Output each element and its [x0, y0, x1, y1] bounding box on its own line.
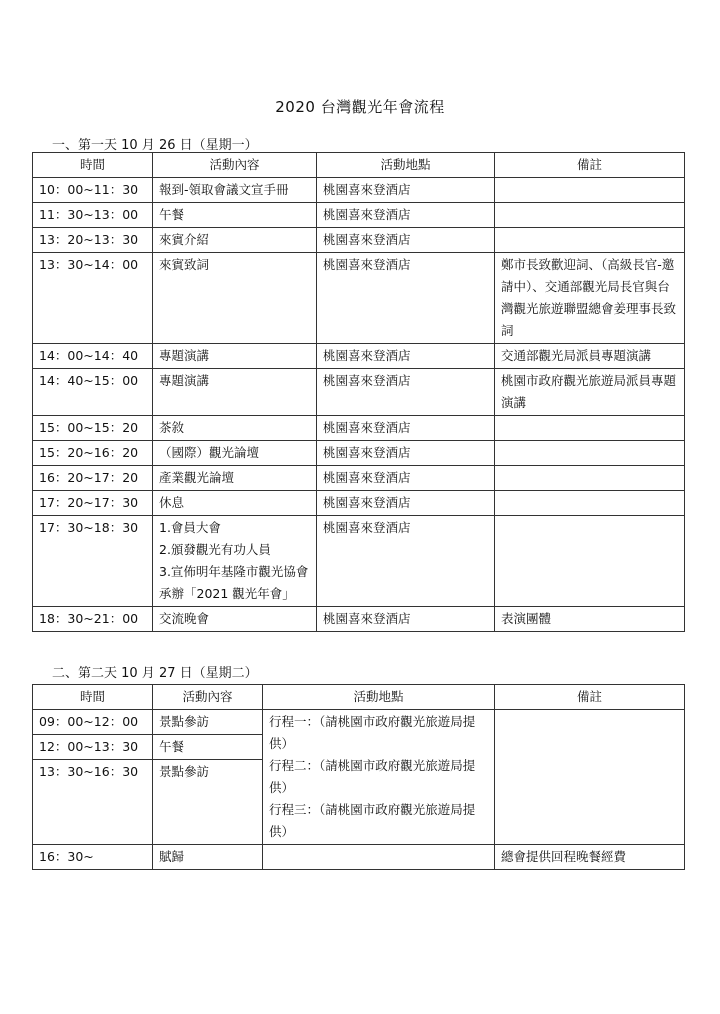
col-header-location: 活動地點 [263, 685, 495, 710]
activity-cell: 休息 [153, 491, 317, 516]
time-cell: 14：40~15：00 [33, 369, 153, 416]
table-row [33, 178, 685, 203]
location-cell: 桃園喜來登酒店 [317, 228, 495, 253]
table-header-row [33, 153, 685, 178]
activity-cell: 午餐 [153, 735, 263, 760]
document-title: 2020 台灣觀光年會流程 [275, 98, 445, 116]
note-cell: 總會提供回程晚餐經費 [495, 845, 685, 870]
table-row [33, 466, 685, 491]
table-row [33, 845, 685, 870]
table-row [33, 607, 685, 632]
note-cell: 桃園市政府觀光旅遊局派員專題演講 [495, 369, 685, 416]
location-cell: 桃園喜來登酒店 [317, 253, 495, 344]
location-cell: 桃園喜來登酒店 [317, 178, 495, 203]
itinerary-text: （請桃園市政府觀光旅遊局提供） [269, 802, 476, 839]
activity-list-item: 3.宣佈明年基隆市觀光協會承辦「2021 觀光年會」 [159, 564, 309, 601]
table-row [33, 441, 685, 466]
table-row [33, 416, 685, 441]
col-header-time: 時間 [33, 153, 153, 178]
time-cell: 15：20~16：20 [33, 441, 153, 466]
time-cell: 13：30~16：30 [33, 760, 153, 845]
activity-cell: 景點參訪 [153, 760, 263, 845]
activity-cell: 專題演講 [153, 369, 317, 416]
col-header-activity: 活動內容 [153, 685, 263, 710]
itinerary-item [269, 711, 488, 755]
activity-cell: 賦歸 [153, 845, 263, 870]
note-cell: 鄭市長致歡迎詞、（高級長官-邀請中）、交通部觀光局長官與台灣觀光旅遊聯盟總會姜理事長致詞 [495, 253, 685, 344]
activity-cell: 茶敘 [153, 416, 317, 441]
activity-cell: 午餐 [153, 203, 317, 228]
location-cell: 桃園喜來登酒店 [317, 441, 495, 466]
time-cell: 16：20~17：20 [33, 466, 153, 491]
time-cell: 17：30~18：30 [33, 516, 153, 607]
time-cell: 16：30~ [33, 845, 153, 870]
day1-schedule-table [32, 152, 685, 632]
day2-schedule-table [32, 684, 685, 870]
note-cell [495, 178, 685, 203]
table-row [33, 203, 685, 228]
location-cell: 桃園喜來登酒店 [317, 344, 495, 369]
table-row [33, 710, 685, 735]
table-row [33, 369, 685, 416]
day1-heading: 一、第一天 10 月 26 日（星期一） [52, 138, 258, 153]
location-cell: 桃園喜來登酒店 [317, 491, 495, 516]
itinerary-cell [263, 710, 495, 845]
table-row [33, 516, 685, 607]
activity-cell [153, 516, 317, 607]
note-cell [495, 228, 685, 253]
activity-cell: 報到-領取會議文宣手冊 [153, 178, 317, 203]
activity-list-item: 2.頒發觀光有功人員 [159, 542, 271, 557]
activity-cell: （國際）觀光論壇 [153, 441, 317, 466]
table-row [33, 253, 685, 344]
note-cell: 交通部觀光局派員專題演講 [495, 344, 685, 369]
note-cell [495, 491, 685, 516]
time-cell: 10：00~11：30 [33, 178, 153, 203]
note-cell [495, 466, 685, 491]
table-header-row [33, 685, 685, 710]
table-row [33, 491, 685, 516]
note-cell [495, 516, 685, 607]
table-row [33, 344, 685, 369]
location-cell: 桃園喜來登酒店 [317, 416, 495, 441]
location-cell: 桃園喜來登酒店 [317, 607, 495, 632]
activity-cell: 景點參訪 [153, 710, 263, 735]
note-cell [495, 710, 685, 845]
col-header-note: 備註 [495, 153, 685, 178]
time-cell: 17：20~17：30 [33, 491, 153, 516]
col-header-note: 備註 [495, 685, 685, 710]
activity-cell: 專題演講 [153, 344, 317, 369]
location-cell: 桃園喜來登酒店 [317, 203, 495, 228]
location-cell [263, 845, 495, 870]
col-header-time: 時間 [33, 685, 153, 710]
time-cell: 11：30~13：00 [33, 203, 153, 228]
activity-cell: 產業觀光論壇 [153, 466, 317, 491]
activity-list-item: 1.會員大會 [159, 520, 221, 535]
itinerary-item [269, 755, 488, 799]
itinerary-label: 行程二： [269, 758, 320, 773]
time-cell: 15：00~15：20 [33, 416, 153, 441]
location-cell: 桃園喜來登酒店 [317, 516, 495, 607]
itinerary-label: 行程三： [269, 802, 320, 817]
note-cell [495, 416, 685, 441]
time-cell: 18：30~21：00 [33, 607, 153, 632]
time-cell: 09：00~12：00 [33, 710, 153, 735]
itinerary-text: （請桃園市政府觀光旅遊局提供） [269, 758, 476, 795]
col-header-activity: 活動內容 [153, 153, 317, 178]
day2-heading: 二、第二天 10 月 27 日（星期二） [52, 666, 258, 681]
time-cell: 12：00~13：30 [33, 735, 153, 760]
itinerary-item [269, 799, 488, 843]
col-header-location: 活動地點 [317, 153, 495, 178]
activity-cell: 交流晚會 [153, 607, 317, 632]
table-row [33, 228, 685, 253]
time-cell: 13：30~14：00 [33, 253, 153, 344]
location-cell: 桃園喜來登酒店 [317, 466, 495, 491]
itinerary-text: （請桃園市政府觀光旅遊局提供） [269, 714, 476, 751]
activity-cell: 來賓介紹 [153, 228, 317, 253]
time-cell: 13：20~13：30 [33, 228, 153, 253]
location-cell: 桃園喜來登酒店 [317, 369, 495, 416]
note-cell: 表演團體 [495, 607, 685, 632]
activity-cell: 來賓致詞 [153, 253, 317, 344]
itinerary-label: 行程一： [269, 714, 320, 729]
time-cell: 14：00~14：40 [33, 344, 153, 369]
note-cell [495, 441, 685, 466]
note-cell [495, 203, 685, 228]
